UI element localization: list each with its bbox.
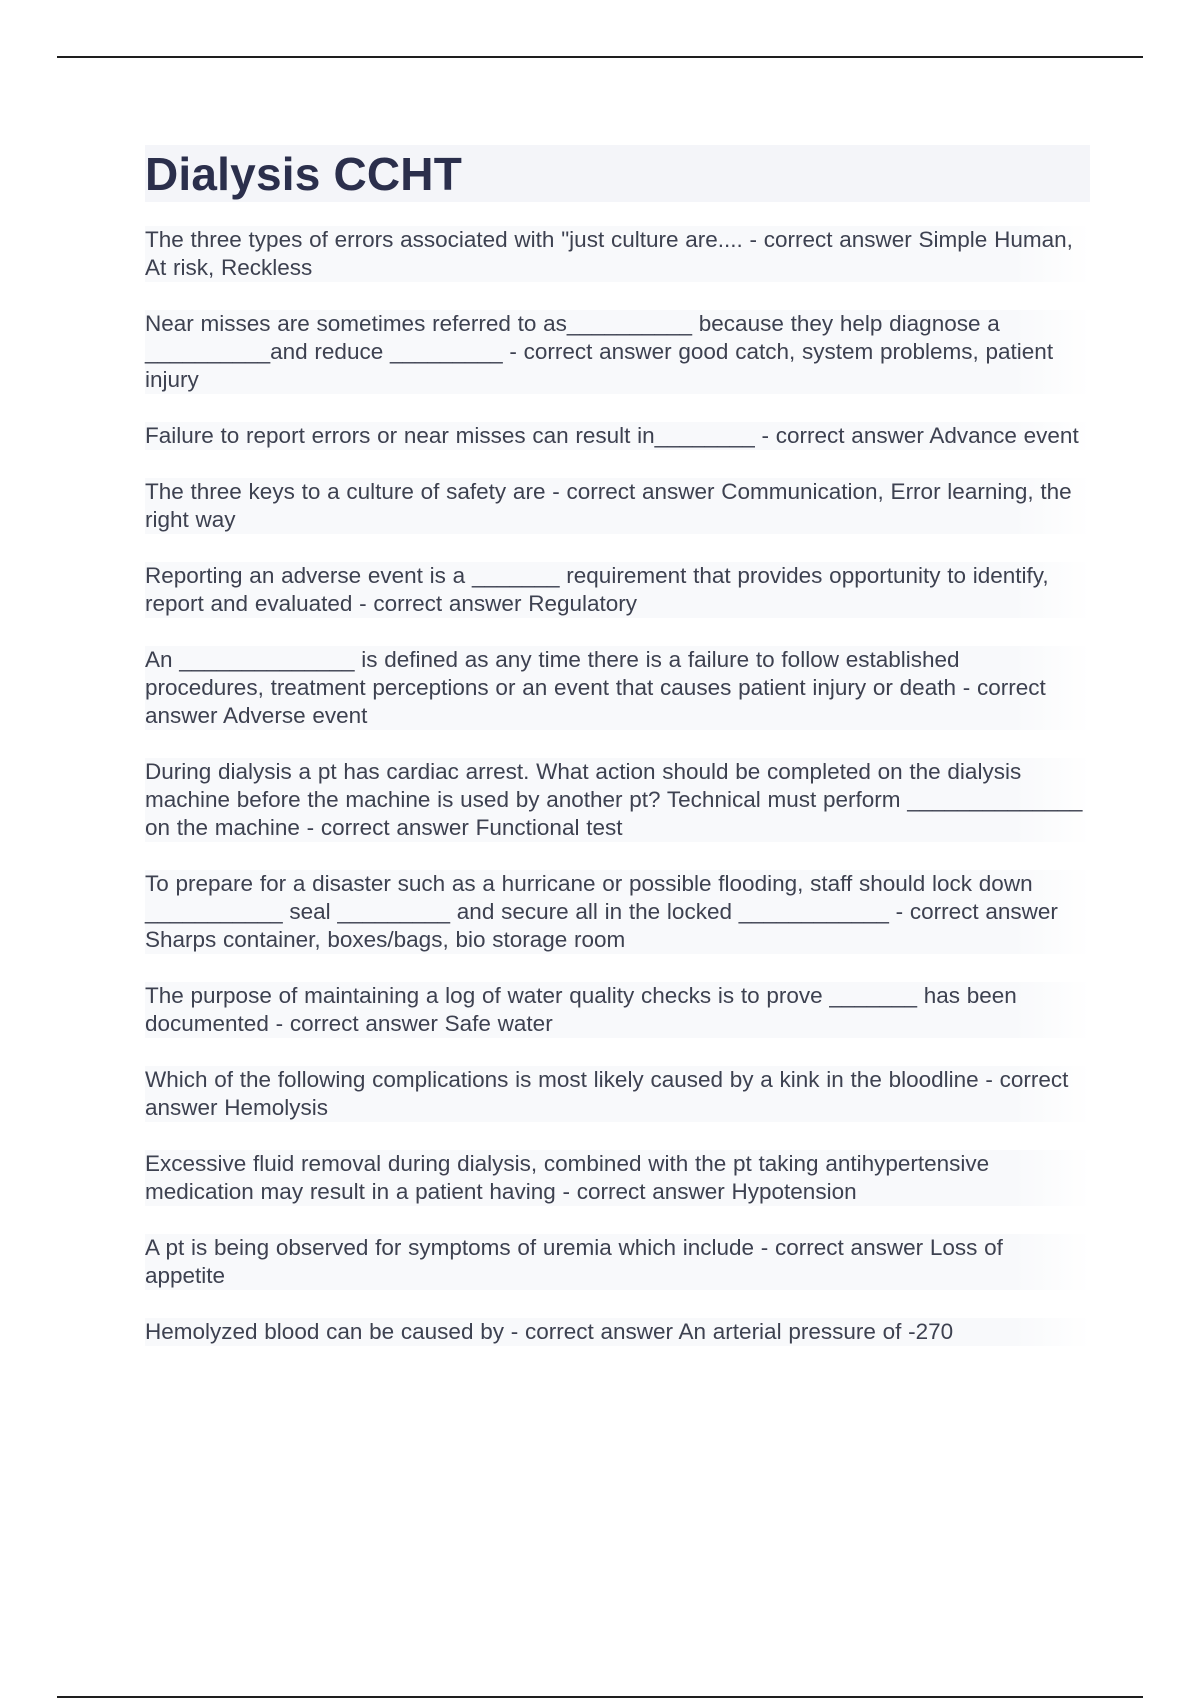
qa-item: Excessive fluid removal during dialysis, combined with the pt taking antihypertensive medication may result in a patient having - correct answer Hypotension: [145, 1150, 1090, 1206]
qa-item: The three keys to a culture of safety are - correct answer Communication, Error learning, the right way: [145, 478, 1090, 534]
qa-item: During dialysis a pt has cardiac arrest. What action should be completed on the dialysis machine before the machine is used by another pt? Technical must perform ______________ on the machine - correct answer Functional test: [145, 758, 1090, 842]
qa-item: An ______________ is defined as any time there is a failure to follow established procedures, treatment perceptions or an event that causes patient injury or death - correct answer Adverse event: [145, 646, 1090, 730]
qa-item: To prepare for a disaster such as a hurricane or possible flooding, staff should lock down ___________ seal _________ and secure all in the locked ____________ - correct answer Sharps container, boxes/bags, bio storage room: [145, 870, 1090, 954]
qa-list: [145, 226, 1090, 1346]
qa-item: Which of the following complications is most likely caused by a kink in the bloodline - correct answer Hemolysis: [145, 1066, 1090, 1122]
page-top-rule: [57, 56, 1143, 58]
qa-item: Failure to report errors or near misses can result in________ - correct answer Advance event: [145, 422, 1090, 450]
document-body: [145, 145, 1090, 1374]
qa-item: Near misses are sometimes referred to as__________ because they help diagnose a __________and reduce _________ - correct answer good catch, system problems, patient injury: [145, 310, 1090, 394]
page-bottom-rule: [57, 1696, 1143, 1698]
title-band: [145, 145, 1090, 202]
qa-item: The purpose of maintaining a log of water quality checks is to prove _______ has been documented - correct answer Safe water: [145, 982, 1090, 1038]
qa-item: Hemolyzed blood can be caused by - correct answer An arterial pressure of -270: [145, 1318, 1090, 1346]
document-title: Dialysis CCHT: [145, 147, 463, 200]
qa-item: A pt is being observed for symptoms of uremia which include - correct answer Loss of appetite: [145, 1234, 1090, 1290]
qa-item: The three types of errors associated with "just culture are.... - correct answer Simple Human, At risk, Reckless: [145, 226, 1090, 282]
qa-item: Reporting an adverse event is a _______ requirement that provides opportunity to identify, report and evaluated - correct answer Regulatory: [145, 562, 1090, 618]
